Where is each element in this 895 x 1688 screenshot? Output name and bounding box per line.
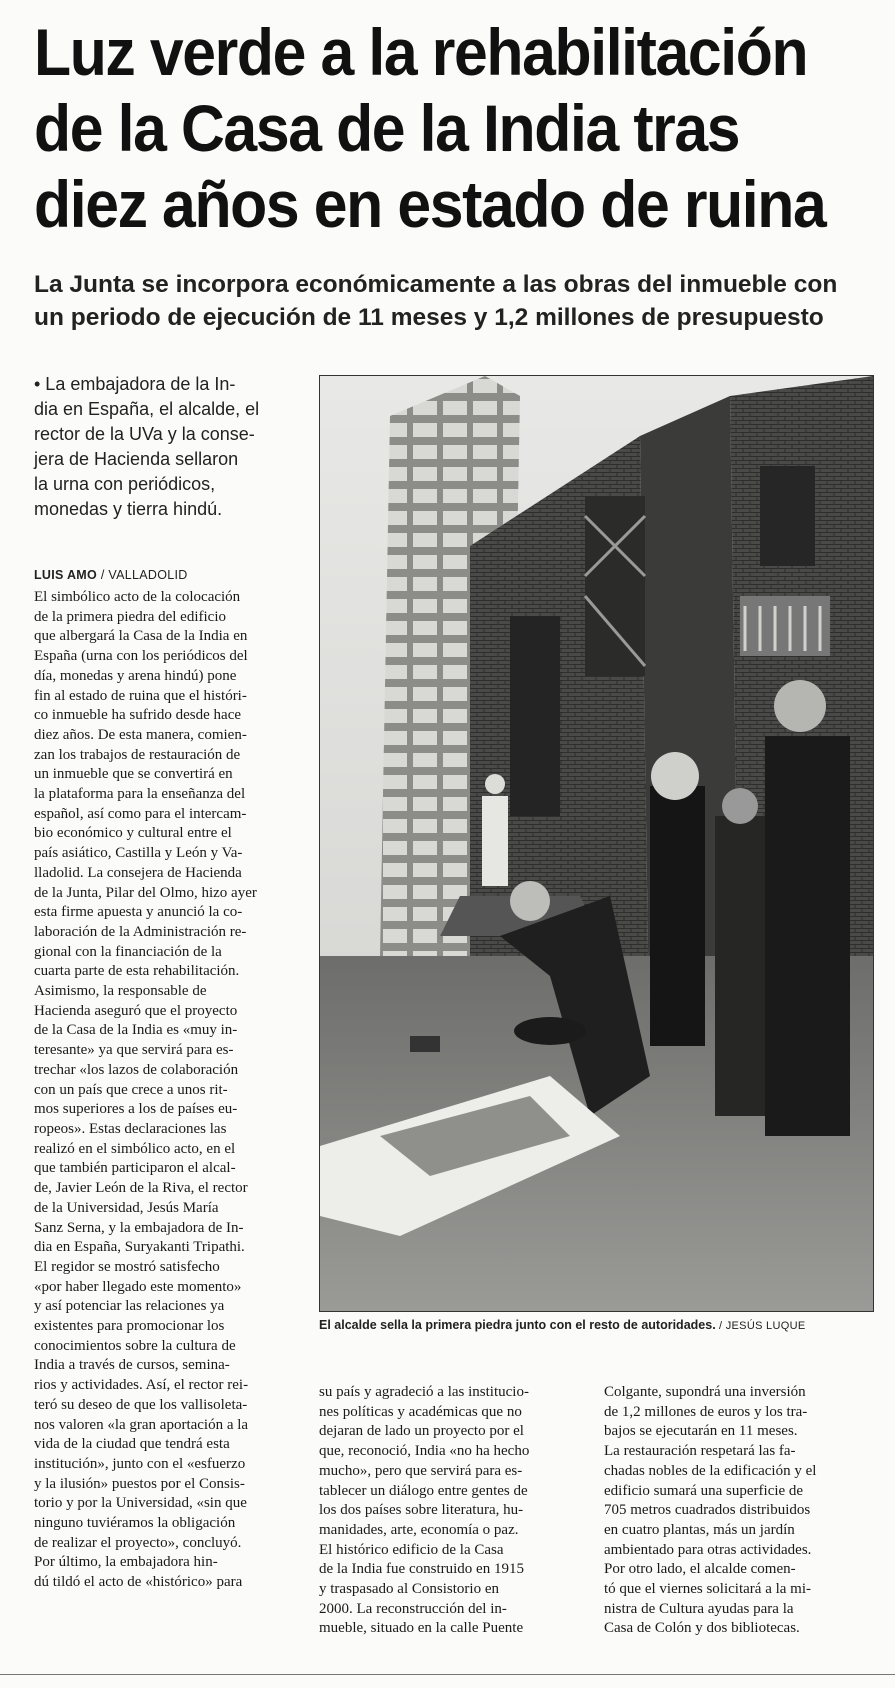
body-line: cuarta parte de esta rehabilitación.	[34, 963, 240, 980]
body-line: institución», junto con el «esfuerzo	[34, 1455, 246, 1472]
body-line: Hacienda aseguró que el proyecto	[34, 1002, 238, 1019]
body-line: nistra de Cultura ayudas para la	[604, 1600, 794, 1617]
body-line: nes políticas y académicas que no	[319, 1403, 522, 1420]
subheadline	[34, 268, 894, 334]
body-line: nos valoren «la gran aportación a la	[34, 1416, 249, 1433]
body-line: laboración de la Administración re-	[34, 923, 247, 940]
body-line: esta firme apuesta y anunció la co-	[34, 904, 243, 921]
body-line: lladolid. La consejera de Hacienda	[34, 864, 242, 881]
body-line: El histórico edificio de la Casa	[319, 1541, 504, 1558]
headline-line: de la Casa de la India tras	[34, 91, 740, 165]
body-line: en cuatro plantas, más un jardín	[604, 1521, 795, 1538]
caption-separator: /	[715, 1320, 726, 1332]
body-line: español, así como para el intercam-	[34, 805, 247, 822]
body-line: La restauración respetará las fa-	[604, 1443, 796, 1460]
body-line: y la ilusión» puestos por el Consis-	[34, 1475, 245, 1492]
body-column-2	[319, 1383, 581, 1639]
body-line: de 1,2 millones de euros y los tra-	[604, 1403, 808, 1420]
body-line: y traspasado al Consistorio en	[319, 1581, 499, 1598]
body-line: un inmueble que se convertirá en	[34, 766, 233, 783]
body-line: India a través de cursos, semina-	[34, 1357, 230, 1374]
summary-line: dia en España, el alcalde, el	[34, 399, 260, 419]
headline-line: Luz verde a la rehabilitación	[34, 15, 808, 89]
body-line: conocimientos sobre la cultura de	[34, 1337, 236, 1354]
body-line: de realizar el proyecto», concluyó.	[34, 1534, 242, 1551]
body-line: la plataforma para la enseñanza del	[34, 786, 246, 803]
body-line: bajos se ejecutarán en 11 meses.	[604, 1423, 798, 1440]
body-line: rios y actividades. Así, el rector rei-	[34, 1377, 249, 1394]
body-line: El simbólico acto de la colocación	[34, 589, 241, 605]
byline-author: LUIS AMO	[34, 568, 98, 582]
body-line: teró su deseo de que los vallisoleta-	[34, 1396, 248, 1413]
body-line: manidades, arte, economía o paz.	[319, 1521, 519, 1538]
body-line: El regidor se mostró satisfecho	[34, 1258, 220, 1275]
body-line: de, Javier León de la Riva, el rector	[34, 1180, 248, 1197]
subheadline-line: un periodo de ejecución de 11 meses y 1,2 millones de presupuesto	[34, 304, 824, 331]
summary-line: monedas y tierra hindú.	[34, 499, 223, 519]
body-line: existentes para promocionar los	[34, 1318, 225, 1335]
body-line: edificio sumará una superficie de	[604, 1482, 804, 1499]
caption-text: El alcalde sella la primera piedra junto con el resto de autoridades.	[319, 1318, 716, 1332]
body-line: que también participaron el alcal-	[34, 1160, 236, 1177]
body-line: dia en España, Suryakanti Tripathi.	[34, 1239, 245, 1256]
body-line: gional con la financiación de la	[34, 943, 222, 960]
summary-line: jera de Hacienda sellaron	[34, 449, 239, 469]
body-line: chadas nobles de la edificación y el	[604, 1462, 817, 1479]
body-line: diez años. De esta manera, comien-	[34, 726, 247, 743]
body-line: que, reconoció, India «no ha hecho	[319, 1443, 530, 1460]
body-column-1	[34, 588, 296, 1593]
body-line: Colgante, supondrá una inversión	[604, 1384, 806, 1400]
bottom-rule	[0, 1674, 895, 1675]
body-line: vida de la ciudad que tendrá esta	[34, 1436, 230, 1453]
body-line: de la India fue construido en 1915	[319, 1561, 524, 1578]
body-line: bio económico y cultural entre el	[34, 825, 232, 842]
byline	[34, 568, 188, 582]
body-line: Por último, la embajadora hin-	[34, 1554, 218, 1571]
body-line: de la Casa de la India es «muy in-	[34, 1022, 238, 1039]
body-line: Asimismo, la responsable de	[34, 983, 207, 1000]
body-line: de la primera piedra del edificio	[34, 608, 226, 625]
body-column-3	[604, 1383, 866, 1639]
byline-location: VALLADOLID	[108, 568, 188, 582]
body-line: con un país que crece a unos rit-	[34, 1081, 228, 1098]
body-line: fin al estado de ruina que el históri-	[34, 687, 247, 704]
body-line: de la Universidad, Jesús María	[34, 1199, 219, 1216]
body-line: mos superiores a los de países eu-	[34, 1101, 238, 1118]
body-line: tablecer un diálogo entre gentes de	[319, 1482, 528, 1499]
body-line: 705 metros cuadrados distribuidos	[604, 1502, 811, 1519]
body-line: ninguno tuviéramos la obligación	[34, 1515, 236, 1532]
body-line: día, monedas y arena hindú) pone	[34, 667, 237, 684]
summary-line: • La embajadora de la In-	[34, 374, 236, 394]
body-line: que albergará la Casa de la India en	[34, 628, 248, 645]
body-line: España (urna con los periódicos del	[34, 648, 248, 665]
body-line: mucho», pero que servirá para es-	[319, 1462, 523, 1479]
article-photo	[319, 375, 874, 1312]
body-line: realizó en el simbólico acto, en el	[34, 1140, 236, 1157]
body-line: de la Junta, Pilar del Olmo, hizo ayer	[34, 884, 257, 901]
body-line: torio y por la Universidad, «sin que	[34, 1495, 247, 1512]
body-line: dejaran de lado un proyecto por el	[319, 1423, 524, 1440]
body-line: ropeos». Estas declaraciones las	[34, 1120, 227, 1137]
headline	[34, 14, 826, 242]
byline-separator: /	[97, 568, 109, 582]
body-line: Casa de Colón y dos bibliotecas.	[604, 1620, 800, 1637]
body-line: «por haber llegado este momento»	[34, 1278, 242, 1295]
body-line: 2000. La reconstrucción del in-	[319, 1600, 507, 1617]
body-line: co inmueble ha sufrido desde hace	[34, 707, 242, 724]
body-line: su país y agradeció a las institucio-	[319, 1384, 529, 1400]
body-line: teresante» ya que servirá para es-	[34, 1042, 234, 1059]
summary-box	[34, 372, 284, 522]
body-line: ambientado para otras actividades.	[604, 1541, 812, 1558]
body-line: Sanz Serna, y la embajadora de In-	[34, 1219, 244, 1236]
body-line: país asiático, Castilla y León y Va-	[34, 845, 243, 862]
body-line: dú tildó el acto de «histórico» para	[34, 1574, 243, 1591]
summary-line: la urna con periódicos,	[34, 474, 216, 494]
body-line: mueble, situado en la calle Puente	[319, 1620, 524, 1637]
body-line: y así potenciar las relaciones ya	[34, 1298, 225, 1315]
body-line: zan los trabajos de restauración de	[34, 746, 241, 763]
body-line: trechar «los lazos de colaboración	[34, 1061, 239, 1078]
body-line: los dos países sobre literatura, hu-	[319, 1502, 524, 1519]
subheadline-line: La Junta se incorpora económicamente a las obras del inmueble con	[34, 271, 838, 298]
headline-line: diez años en estado de ruina	[34, 167, 826, 241]
photo-credit: JESÚS LUQUE	[725, 1320, 806, 1332]
body-line: tó que el viernes solicitará a la mi-	[604, 1581, 812, 1598]
photo-caption	[319, 1318, 879, 1332]
summary-line: rector de la UVa y la conse-	[34, 424, 255, 444]
body-line: Por otro lado, el alcalde comen-	[604, 1561, 796, 1578]
